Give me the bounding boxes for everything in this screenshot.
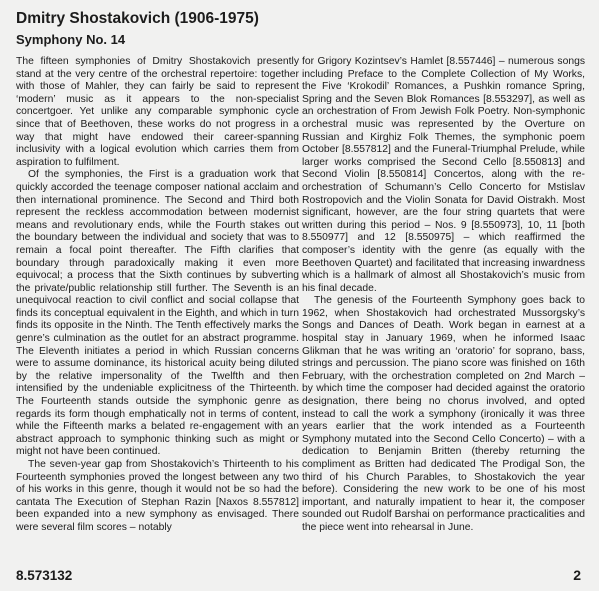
right-column [302,56,585,566]
catalog-number: 8.573132 [16,568,73,583]
paragraph: The seven-year gap from Shostakovich’s Thirteenth to his Fourteenth symphonies proved the longest between any two of his works in this genre, though it would not be so had the cantata The Execution of Stephan Razin [Naxos 8.557812] been expanded into a new symphony as envisaged. There were several film scores – notably [16,459,299,533]
left-column [16,56,299,566]
page-title: Dmitry Shostakovich (1906-1975) [16,10,259,27]
paragraph: for Grigory Kozintsev’s Hamlet [8.557446] – numerous songs including Preface to the Complete Collection of My Works, the Five ‘Krokodil’ Romances, a Pushkin romance Spring, Spring and the Seven Blok Romances [8.553297], as well as an orchestration of From Jewish Folk Poetry. Non-symphonic orchestral music was represented by the Overture on Russian and Kirghiz Folk Themes, the symphonic poem October [8.557812] and the Funeral-Triumphal Prelude, while larger works comprised the Second Cello [8.550813] and Second Violin [8.550814] Concertos, along with the re-orchestration of Schumann’s Cello Concerto for Mstislav Rostropovich and the Violin Sonata for David Oistrakh. Most significant, however, are the four string quartets that were written during this period – Nos. 9 [8.550973], 10, 11 [both 8.550977] and 12 [8.550975] – which reaffirmed the composer’s identity with the genre (as equally with the Beethoven Quartet) and facilitated that increasing inwardness which is a hallmark of almost all Shostakovich’s music from his final decade. [302,56,585,294]
page-subtitle: Symphony No. 14 [16,32,126,47]
paragraph: The fifteen symphonies of Dmitry Shostakovich presently stand at the very centre of the orchestral repertoire: together with those of Mahler, they can fairly be said to represent ‘modern’ music as it appears to the non-specialist concertgoer. Yet unlike any comparable symphonic cycle since that of Beethoven, these works do not progress in a way that might have endowed their career-spanning inclusivity with a logical evolution which carries them from aspiration to fulfilment. [16,56,299,168]
paragraph: The genesis of the Fourteenth Symphony goes back to 1962, when Shostakovich had orchestrated Mussorgsky’s Songs and Dances of Death. Work began in earnest at a hospital stay in January 1969, when he informed Isaac Glikman that he was writing an ‘oratorio’ for soprano, bass, strings and percussion. The piano score was finished on 16th February, with the orchestration completed on 2nd March – by which time the composer had decided against the oratorio designation, there being no chorus involved, and opted instead to call the work a symphony (ironically it was three years earlier that the work intended as a Fourteenth Symphony mutated into the Second Cello Concerto) – with a dedication to Benjamin Britten (thereby returning the compliment as Britten had dedicated The Prodigal Son, the third of his Church Parables, to Shostakovich the year before). Considering the new work to be one of his most important, and naturally impatient to hear it, the composer sounded out Rudolf Barshai on performance practicalities and the piece went into rehearsal in June. [302,295,585,533]
page-number: 2 [573,567,581,583]
paragraph: Of the symphonies, the First is a graduation work that quickly accorded the teenage composer national acclaim and then international prominence. The Second and Third both represent the reckless accommodation between modernist means and revolutionary ends, while the Fourth stakes out the boundary between the individual and society that was to remain a focal point thereafter. The Fifth clarifies that boundary through paradoxically making it even more equivocal; a process that the Sixth continues by subverting the private/public relationship still further. The Seventh is an unequivocal reaction to civil conflict and social collapse that finds its conceptual equivalent in the Eighth, and which in turn finds its opposite in the Ninth. The Tenth effectively marks the genre’s culmination as the outlet for an abstract programme. The Eleventh initiates a period in which Russian concerns were to assume dominance, its historical acuity being diluted by the relative impersonality of the Twelfth and then intensified by the undeniable explicitness of the Thirteenth. The Fourteenth stands outside the symphonic genre as regards its form though emphatically not in terms of content, while the Fifteenth marks a belated re-engagement with an abstract approach to symphonic thinking such as might or might not have been continued. [16,169,299,458]
